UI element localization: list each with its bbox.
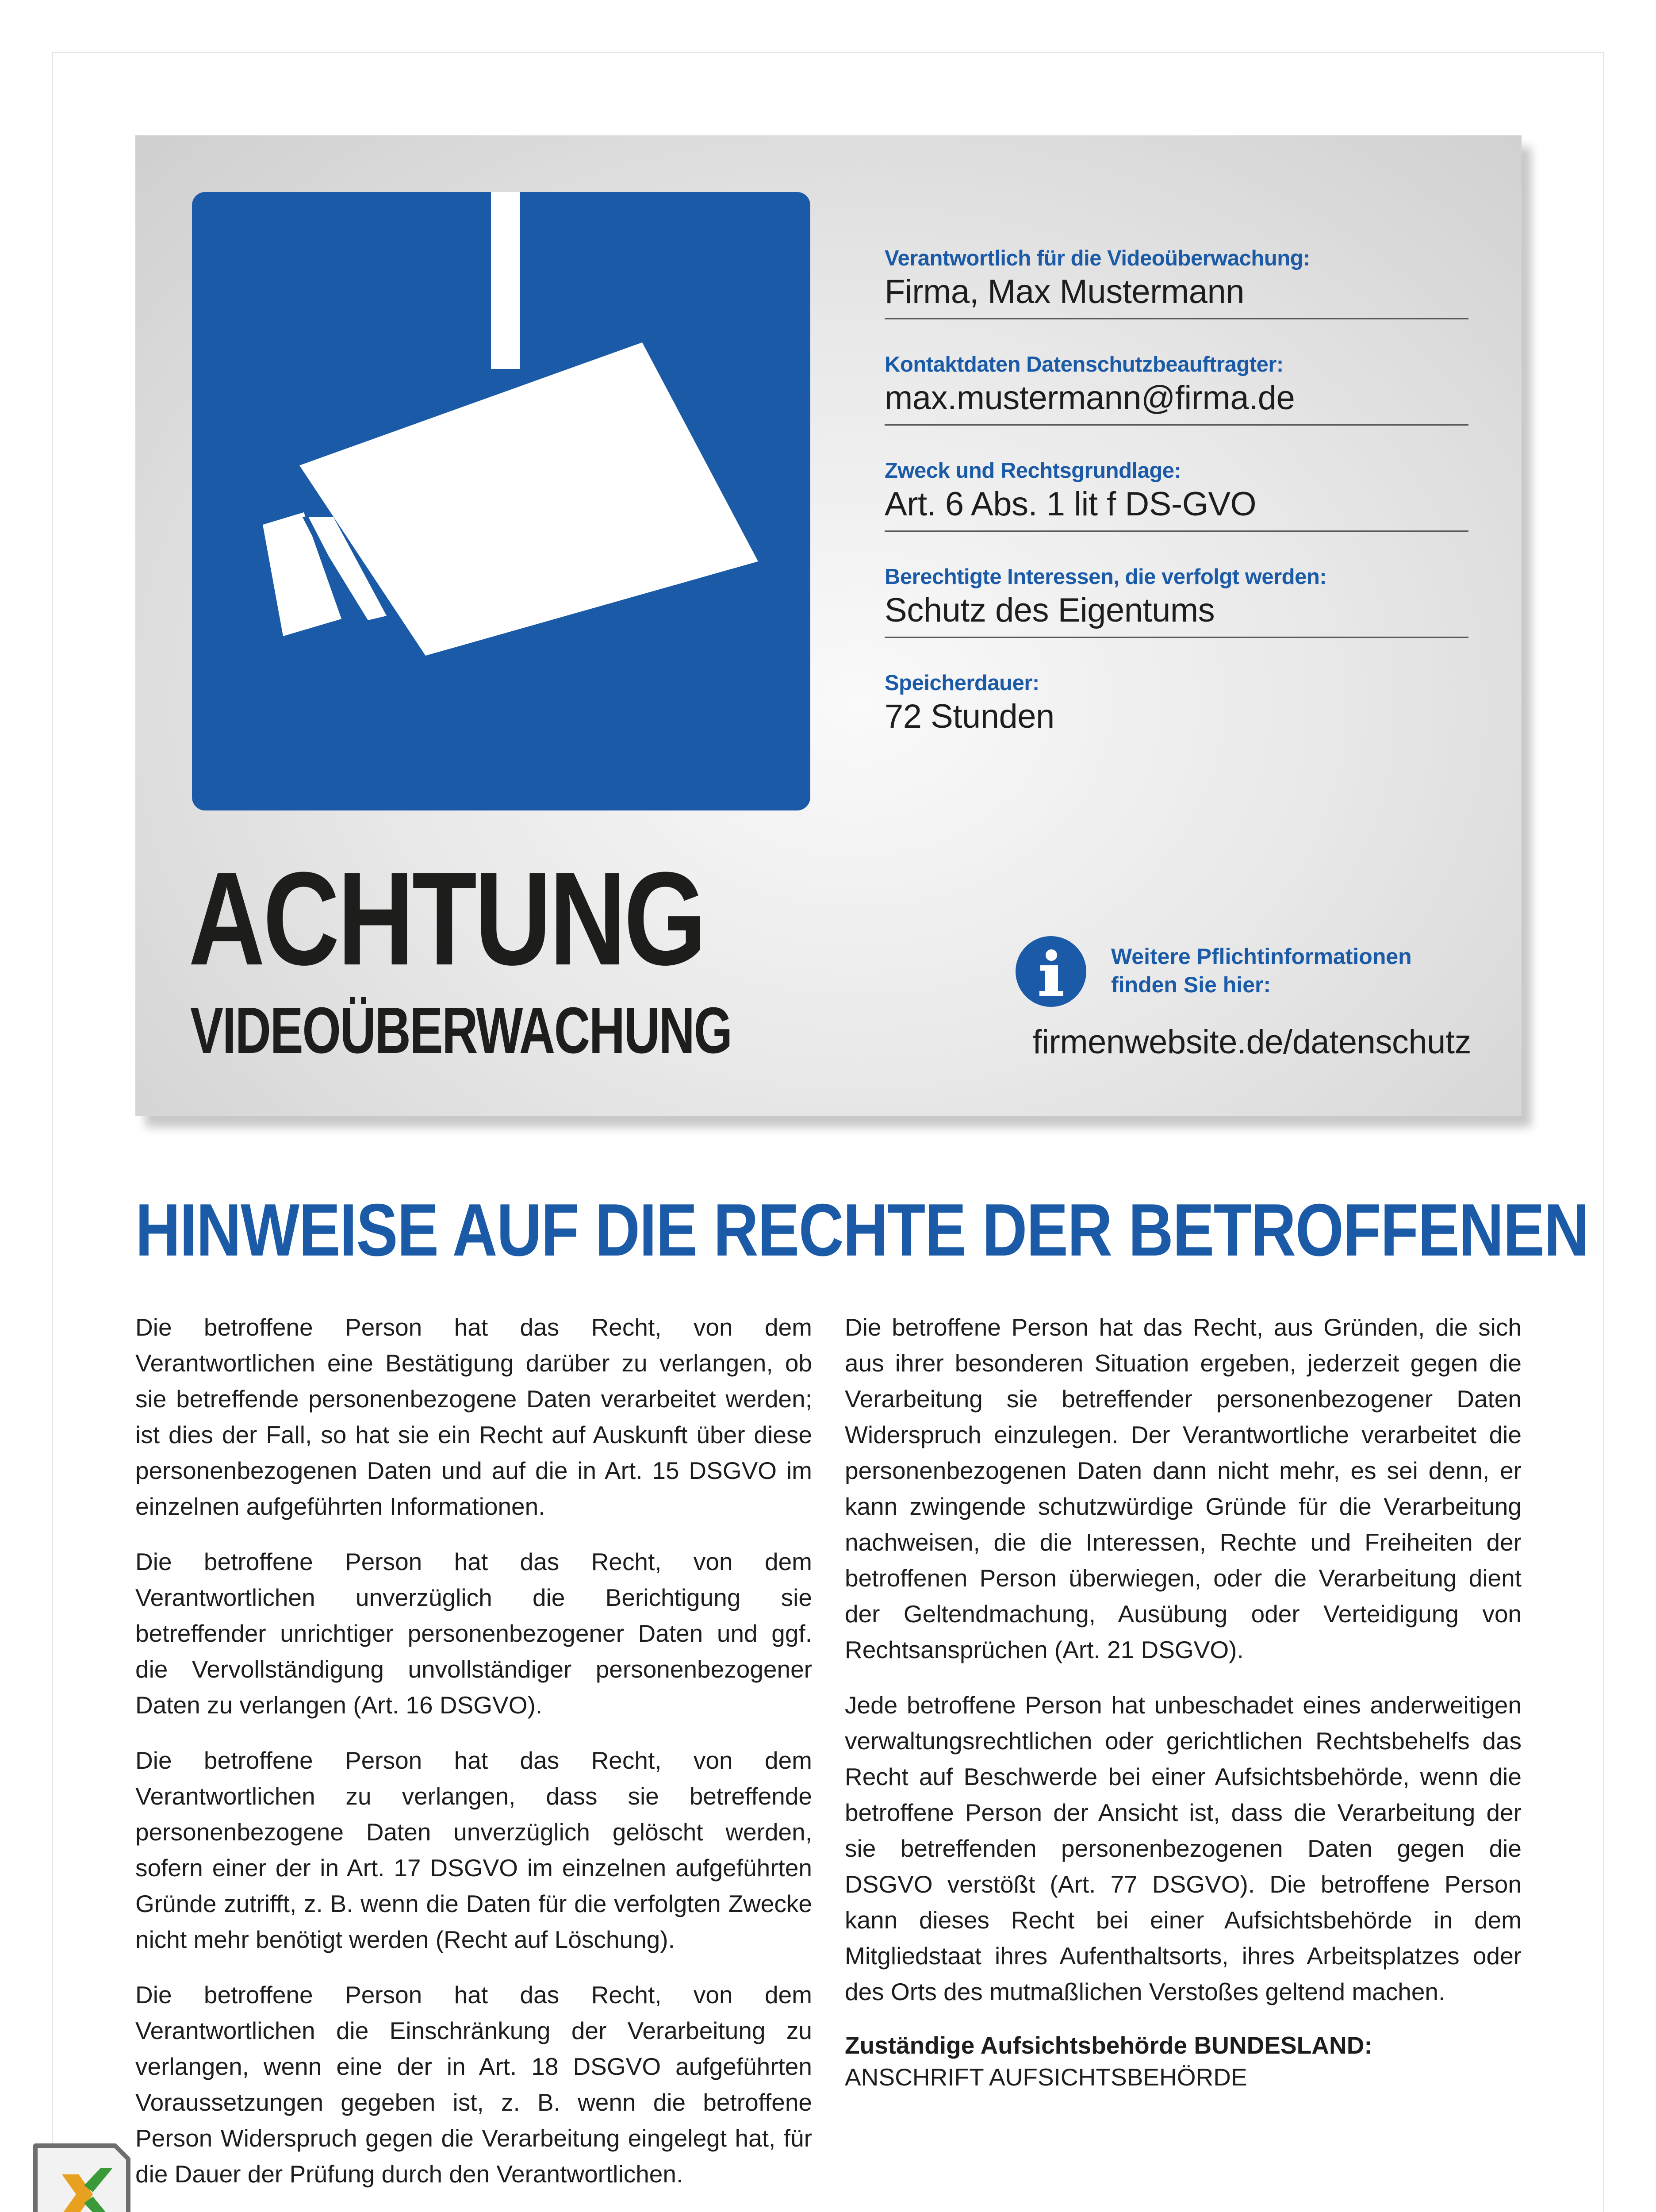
field-value: 72 Stunden	[885, 698, 1054, 735]
field-interests	[885, 565, 1468, 671]
rights-paragraph: Jede betroffene Person hat unbeschadet eines anderweitigen verwaltungsrechtlichen oder gerichtlichen Rechtsbehelfs das Recht auf Beschwerde bei einer Aufsichtsbehörde, wenn die betroffene Person der Ansicht ist, dass die Verarbeitung der sie betreffenden personenbezogenen Daten gegen die DSGVO verstößt (Art. 77 DSGVO). Die betroffene Person kann dieses Recht bei einer Aufsichtsbehörde in dem Mitgliedstaat ihres Aufenthaltsorts, ihres Arbeitsplatzes oder des Orts des mutmaßlichen Verstoßes geltend machen.	[845, 1691, 1522, 2005]
rights-paragraph: Die betroffene Person hat das Recht, von dem Verantwortlichen zu verlangen, dass sie betreffende personenbezogene Daten unverzüglich gelöscht werden, sofern einer der in Art. 17 DSGVO im einzelnen aufgeführten Gründe zutrifft, z. B. wenn die Daten für die verfolgten Zwecke nicht mehr benötigt werden (Recht auf Löschung).	[135, 1747, 812, 1953]
field-value: Art. 6 Abs. 1 lit f DS-GVO	[885, 485, 1257, 523]
field-label: Berechtigte Interessen, die verfolgt werden:	[885, 565, 1327, 589]
headline: ACHTUNG	[188, 844, 705, 993]
field-label: Zweck und Rechtsgrundlage:	[885, 459, 1181, 483]
field-divider	[885, 530, 1468, 532]
subheadline: VIDEOÜBERWACHUNG	[190, 994, 732, 1067]
field-retention	[885, 671, 1468, 777]
document-logo-icon	[27, 2137, 137, 2212]
info-url: firmenwebsite.de/datenschutz	[1032, 1023, 1471, 1061]
field-responsible	[885, 246, 1468, 352]
field-value: Schutz des Eigentums	[885, 591, 1215, 629]
surveillance-camera-icon	[192, 192, 810, 810]
field-label: Verantwortlich für die Videoüberwachung:	[885, 246, 1310, 270]
field-label: Speicherdauer:	[885, 671, 1039, 695]
rights-paragraph: Die betroffene Person hat das Recht, von dem Verantwortlichen eine Bestätigung darüber zu verlangen, ob sie betreffende personenbezogene Daten verarbeitet werden; ist dies der Fall, so hat sie ein Recht auf Auskunft über diese personenbezogenen Daten und auf die in Art. 15 DSGVO im einzelnen aufgeführten Informationen.	[135, 1313, 812, 1520]
rights-paragraph: Die betroffene Person hat das Recht, von dem Verantwortlichen unverzüglich die Berichtigung sie betreffender unrichtiger personenbezogener Daten und ggf. die Vervollständigung unvollständiger personenbezogener Daten zu verlangen (Art. 16 DSGVO).	[135, 1548, 812, 1719]
field-list	[885, 246, 1468, 777]
rights-paragraph: Die betroffene Person hat das Recht, aus Gründen, die sich aus ihrer besonderen Situation ergeben, jederzeit gegen die Verarbeitung sie betreffender personenbezogener Daten Widerspruch einzulegen. Der Verantwortliche verarbeitet die personenbezogenen Daten dann nicht mehr, es sei denn, er kann zwingende schutzwürdige Gründe für die Verarbeitung nachweisen, die die Interessen, Rechte und Freiheiten der betroffenen Person überwiegen, oder die Verarbeitung dient der Geltendmachung, Ausübung oder Verteidigung von Rechtsansprüchen (Art. 21 DSGVO).	[845, 1313, 1522, 1663]
field-value: Firma, Max Mustermann	[885, 273, 1244, 311]
field-value: max.mustermann@firma.de	[885, 379, 1295, 417]
field-divider	[885, 424, 1468, 426]
surveillance-sign	[135, 135, 1522, 1116]
field-contact	[885, 352, 1468, 458]
field-divider	[885, 637, 1468, 638]
info-text	[1111, 942, 1474, 999]
info-text-line: finden Sie hier:	[1111, 972, 1271, 997]
rights-paragraph: Die betroffene Person hat das Recht, von dem Verantwortlichen die Einschränkung der Verarbeitung zu verlangen, wenn eine der in Art. 18 DSGVO aufgeführten Voraussetzungen gegeben ist, z. B. wenn die betroffene Person Widerspruch gegen die Verarbeitung eingelegt hat, für die Dauer der Prüfung durch den Verantwortlichen.	[135, 1981, 812, 2188]
field-divider	[885, 318, 1468, 319]
rights-column-left	[135, 1310, 812, 2212]
field-label: Kontaktdaten Datenschutzbeauftragter:	[885, 353, 1284, 376]
rights-title: HINWEISE AUF DIE RECHTE DER BETROFFENEN	[135, 1188, 1588, 1271]
field-purpose	[885, 458, 1468, 565]
info-icon	[1016, 936, 1086, 1007]
authority-label: Zuständige Aufsichtsbehörde BUNDESLAND:	[845, 2032, 1372, 2059]
rights-column-right	[845, 1310, 1522, 2093]
info-text-line: Weitere Pflichtinformationen	[1111, 944, 1412, 969]
authority-address: ANSCHRIFT AUFSICHTSBEHÖRDE	[845, 2063, 1247, 2091]
